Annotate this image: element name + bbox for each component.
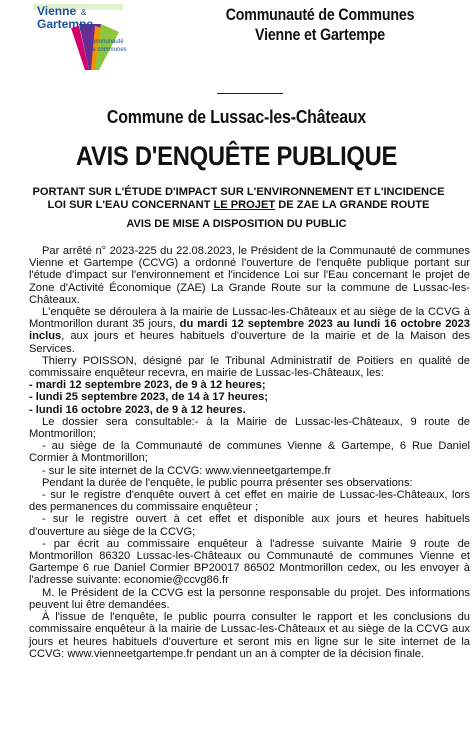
paragraph-consultation-siege: - au siège de la Communauté de communes Vienne & Gartempe, 6 Rue Daniel Cormier à Montmorillon; xyxy=(29,440,470,465)
commune-heading: Commune de Lussac-les-Châteaux xyxy=(106,106,367,127)
paragraph-commissioner: Thierry POISSON, désigné par le Tribunal Administratif de Poitiers en qualité de commissaire enquêteur recevra, en mairie de Lussac-les-Châteaux, les: xyxy=(29,354,470,380)
paragraph-consultation-mairie: Le dossier sera consultable:- à la Mairie de Lussac-les-Châteaux, 9 route de Montmorillon; xyxy=(29,415,470,441)
schedule-text-end: , aux jours et heures habituels d'ouverture de la mairie et de la Maison des Services. xyxy=(29,330,470,355)
ccvg-logo-graphic xyxy=(29,2,127,74)
paragraph-observations-ecrit: - par écrit au commissaire enquêteur à l'adresse suivante Mairie 9 route de Montmorillon 86320 Lussac-les-Châteaux ou Communauté de communes Vienne et Gartempe 6 rue Daniel Cormier BP20017 86502 Montmorillon cedex, ou les envoyer à l'adresse suivante: economie@ccvg86.fr xyxy=(29,537,470,587)
paragraph-consultation-web: - sur le site internet de la CCVG: www.vienneetgartempe.fr xyxy=(42,464,332,477)
paragraph-decree: Par arrêté n° 2023-225 du 22.08.2023, le Président de la Communauté de communes Vienne et Gartempe (CCVG) a ordonné l'ouverture de l'enquête publique portant sur l'étude d'impact sur l'environnement et l'incidence Loi sur l'Eau concernant le projet de Zone d'Activité Économique (ZAE) La Grande Route sur la commune de Lussac-les-Châteaux. xyxy=(29,245,470,306)
logo-sub-line1: communauté xyxy=(89,39,124,45)
organization-name xyxy=(191,5,449,45)
subject-line2-underlined: LE PROJET xyxy=(213,198,276,211)
permanence-date-2: - lundi 25 septembre 2023, de 14 à 17 heures; xyxy=(29,391,269,404)
subject-line1: PORTANT SUR L'ÉTUDE D'IMPACT SUR L'ENVIRONNEMENT ET L'INCIDENCE xyxy=(32,186,445,198)
subject-line2-end: DE ZAE LA GRANDE ROUTE xyxy=(275,198,430,211)
organization-line1: Communauté de Communes xyxy=(225,6,415,24)
schedule-text-start: L'enquête se déroulera à la mairie de Lussac-les-Châteaux et au siège de la CCVG à Montmorillon durant 35 jours, xyxy=(29,306,470,331)
paragraph-observations-registre-ccvg: - sur le registre ouvert à cet effet et disponible aux jours et heures habituels d'ouverture au siège de la CCVG; xyxy=(29,513,470,538)
organization-line2: Vienne et Gartempe xyxy=(255,26,385,44)
notice-title: AVIS D'ENQUÊTE PUBLIQUE xyxy=(75,141,398,171)
permanence-date-3: - lundi 16 octobre 2023, de 9 à 12 heures. xyxy=(29,403,246,416)
logo-ampersand: & xyxy=(81,8,87,17)
paragraph-observations-registre-mairie: - sur le registre d'enquête ouvert à cet effet en mairie de Lussac-les-Châteaux, lors des permanences du commissaire enquêteur ; xyxy=(29,489,470,514)
paragraph-responsable: M. le Président de la CCVG est la personne responsable du projet. Des informations peuvent lui être demandées. xyxy=(29,586,470,611)
paragraph-schedule xyxy=(29,306,470,355)
subject-line2 xyxy=(12,199,465,212)
subject-line2-start: LOI SUR L'EAU CONCERNANT xyxy=(47,198,214,211)
permanence-date-1: - mardi 12 septembre 2023, de 9 à 12 heures; xyxy=(29,379,266,392)
logo-sub-line2: de communes xyxy=(89,47,127,53)
paragraph-observations-intro: Pendant la durée de l'enquête, le public pourra présenter ses observations: xyxy=(42,476,413,489)
availability-heading: AVIS DE MISE A DISPOSITION DU PUBLIC xyxy=(126,218,347,230)
paragraph-rapport: À l'issue de l'enquête, le public pourra consulter le rapport et les conclusions du commissaire enquêteur à la mairie de Lussac-les-Châteaux et au siège de la CCVG aux jours et heures habituels d'ouverture et seront mis en ligne sur le site internet de la CCVG: www.vienneetgartempe.fr pendant un an à compter de la décision finale. xyxy=(29,611,470,660)
ccvg-logo xyxy=(29,2,127,74)
notice-body xyxy=(29,245,470,660)
logo-word-vienne: Vienne xyxy=(37,4,77,18)
separator-rule xyxy=(217,93,283,94)
notice-subject xyxy=(12,186,465,211)
schedule-dates: du mardi 12 septembre 2023 au lundi 16 octobre 2023 inclus xyxy=(29,318,470,343)
logo-word-gartempe: Gartempe xyxy=(37,17,94,31)
